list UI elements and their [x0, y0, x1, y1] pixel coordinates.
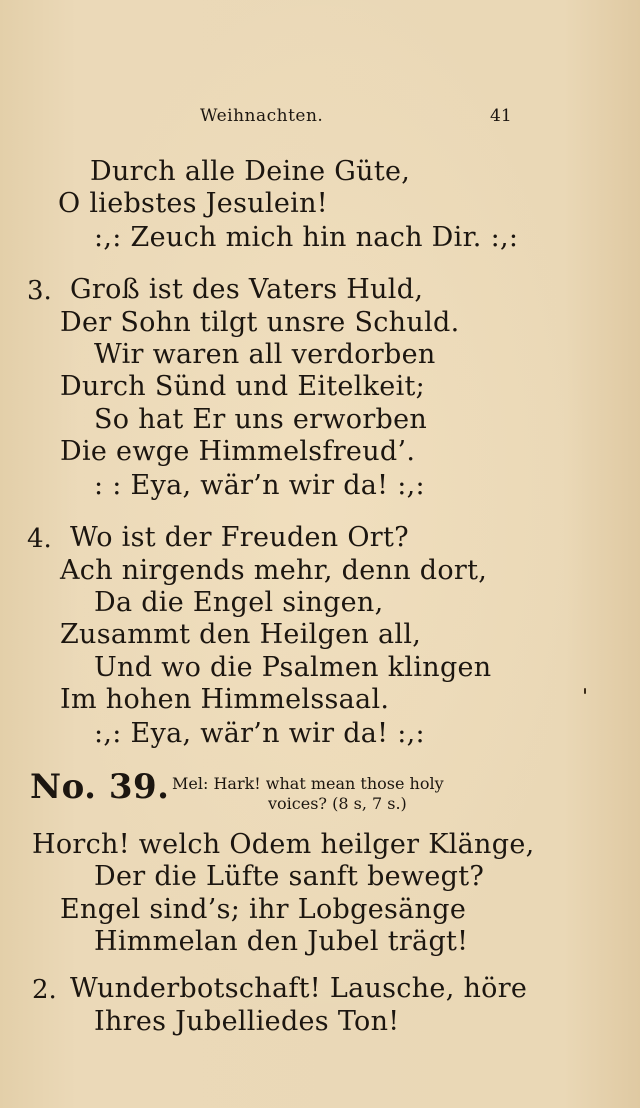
hymn-number: No. 39. [30, 767, 170, 807]
verse-line: Ach nirgends mehr, denn dort, [60, 555, 488, 586]
verse-line: Wo ist der Freuden Ort? [70, 522, 409, 553]
running-head [0, 106, 640, 130]
page-number: 41 [490, 106, 512, 126]
verse-line: Wunderbotschaft! Lausche, höre [70, 973, 528, 1004]
verse-line: Durch Sünd und Eitelkeit; [60, 371, 426, 402]
verse-line: O liebstes Jesulein! [58, 188, 328, 219]
melody-reference-meter: voices? (8 s, 7 s.) [268, 794, 407, 813]
verse-line: Zusammt den Heilgen all, [60, 619, 422, 650]
running-title: Weihnachten. [200, 106, 324, 126]
verse-line: So hat Er uns erworben [94, 404, 428, 435]
verse-line: Der die Lüfte sanft bewegt? [94, 861, 485, 892]
verse-line: Der Sohn tilgt unsre Schuld. [60, 307, 460, 338]
verse-line: Und wo die Psalmen klingen [94, 652, 492, 683]
verse-line: :,: Zeuch mich hin nach Dir. :,: [94, 222, 519, 253]
verse-line: Die ewge Himmelsfreud’. [60, 436, 416, 467]
verse-line: Im hohen Himmelssaal. [60, 684, 390, 715]
stanza-number: 3. [27, 276, 52, 306]
verse-line: Himmelan den Jubel trägt! [94, 926, 469, 957]
verse-line: Da die Engel singen, [94, 587, 384, 618]
verse-line: : : Eya, wär’n wir da! :,: [94, 470, 425, 501]
verse-line: Engel sind’s; ihr Lobgesänge [60, 894, 467, 925]
paper-speck [584, 688, 586, 694]
verse-line: Wir waren all verdorben [94, 339, 436, 370]
melody-reference: Mel: Hark! what mean those holy [172, 774, 444, 793]
verse-line: :,: Eya, wär’n wir da! :,: [94, 718, 425, 749]
verse-line: Horch! welch Odem heilger Klänge, [32, 829, 535, 860]
stanza-number: 2. [32, 975, 57, 1005]
verse-line: Ihres Jubelliedes Ton! [94, 1006, 400, 1037]
verse-line: Durch alle Deine Güte, [90, 156, 411, 187]
stanza-number: 4. [27, 524, 52, 554]
verse-line: Groß ist des Vaters Huld, [70, 274, 424, 305]
